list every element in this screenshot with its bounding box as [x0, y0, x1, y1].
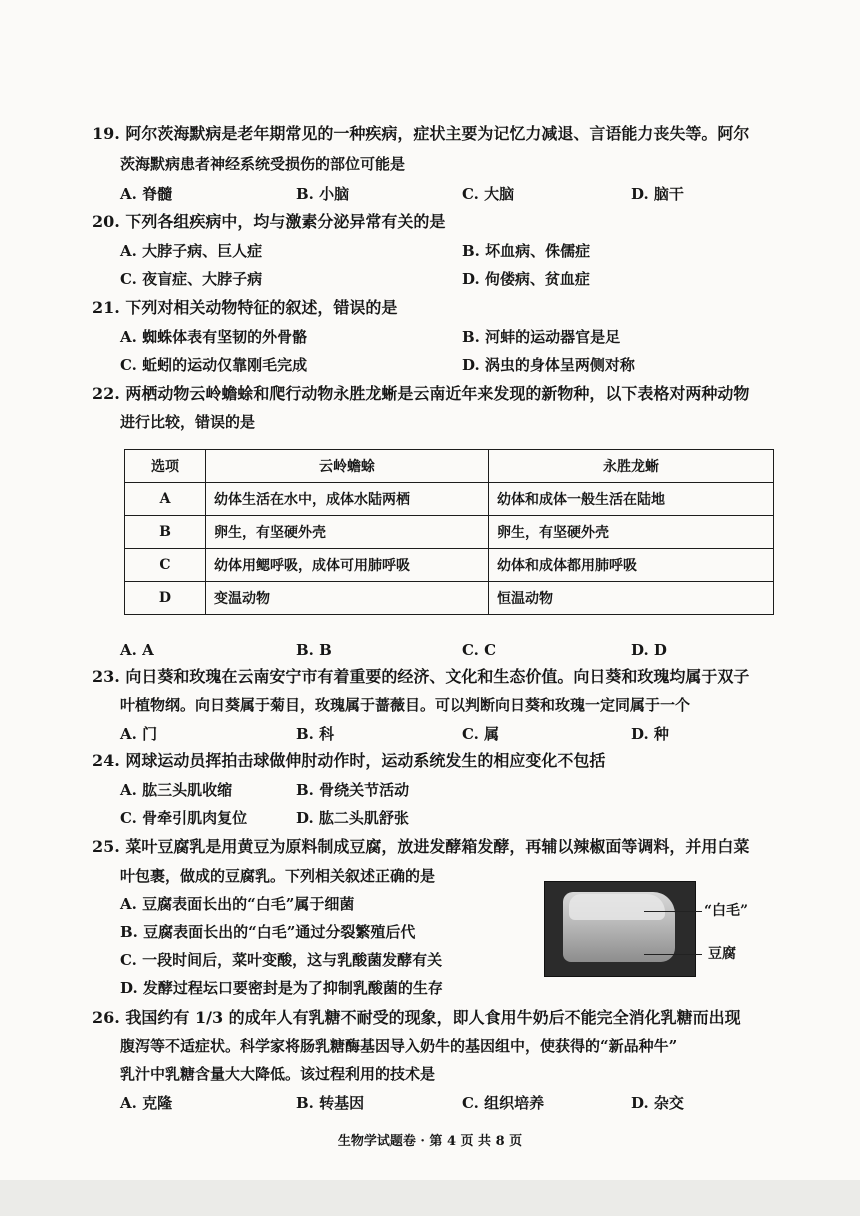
table-row [125, 582, 774, 615]
table-cell: 恒温动物 [489, 582, 774, 615]
q20-option-b: B. 坏血病、侏儒症 [462, 242, 591, 260]
q21-option-d: D. 涡虫的身体呈两侧对称 [462, 356, 635, 374]
q22-option-b: B. B [296, 641, 332, 659]
tofu-label: 豆腐 [708, 946, 736, 962]
q26-line1: 26. 我国约有 1/3 的成年人有乳糖不耐受的现象，即人食用牛奶后不能完全消化乳糖而出现 [92, 1008, 741, 1027]
q20-option-d: D. 佝偻病、贫血症 [462, 270, 590, 288]
q21-option-b: B. 河蚌的运动器官是足 [462, 328, 621, 346]
q24-option-d: D. 肱二头肌舒张 [296, 809, 409, 827]
q23-line1: 23. 向日葵和玫瑰在云南安宁市有着重要的经济、文化和生态价值。向日葵和玫瑰均属于双子 [92, 667, 750, 686]
q23-option-a: A. 门 [120, 725, 158, 743]
table-cell: 幼体用鳃呼吸，成体可用肺呼吸 [206, 549, 489, 582]
q24-option-b: B. 骨绕关节活动 [296, 781, 410, 799]
q24-stem: 24. 网球运动员挥拍击球做伸肘动作时，运动系统发生的相应变化不包括 [92, 751, 606, 770]
q25-line2: 叶包裹，做成的豆腐乳。下列相关叙述正确的是 [120, 867, 436, 885]
comparison-table [124, 449, 774, 615]
q22-option-a: A. A [120, 641, 154, 659]
q19-option-c: C. 大脑 [462, 185, 515, 203]
q19-line1: 19. 阿尔茨海默病是老年期常见的一种疾病，症状主要为记忆力减退、言语能力丧失等。阿尔 [92, 124, 750, 143]
q26-line2: 腹泻等不适症状。科学家将肠乳糖酶基因导入奶牛的基因组中，使获得的“新品种牛” [120, 1037, 678, 1055]
q25-option-a: A. 豆腐表面长出的“白毛”属于细菌 [120, 895, 355, 913]
q21-stem: 21. 下列对相关动物特征的叙述，错误的是 [92, 298, 398, 317]
q23-option-d: D. 种 [631, 725, 669, 743]
table-cell: 幼体和成体一般生活在陆地 [489, 483, 774, 516]
white-mold-label: “白毛” [704, 903, 749, 919]
table-row [125, 483, 774, 516]
table-header-row [125, 450, 774, 483]
q26-option-b: B. 转基因 [296, 1094, 365, 1112]
table-cell: A [125, 483, 206, 516]
q22-option-d: D. D [631, 641, 667, 659]
q19-option-b: B. 小脑 [296, 185, 350, 203]
q19-line2: 茨海默病患者神经系统受损伤的部位可能是 [120, 155, 406, 173]
q19-option-d: D. 脑干 [631, 185, 684, 203]
q24-option-a: A. 肱三头肌收缩 [120, 781, 233, 799]
q26-option-a: A. 克隆 [120, 1094, 173, 1112]
scan-bottom-band [0, 1180, 860, 1216]
q25-line1: 25. 菜叶豆腐乳是用黄豆为原料制成豆腐，放进发酵箱发酵，再辅以辣椒面等调料，并用白菜 [92, 837, 750, 856]
q21-option-a: A. 蜘蛛体表有坚韧的外骨骼 [120, 328, 308, 346]
table-cell: B [125, 516, 206, 549]
table-cell: 卵生，有坚硬外壳 [206, 516, 489, 549]
q26-line3: 乳汁中乳糖含量大大降低。该过程利用的技术是 [120, 1065, 436, 1083]
q22-line1: 22. 两栖动物云岭蟾蜍和爬行动物永胜龙蜥是云南近年来发现的新物种，以下表格对两种动物 [92, 384, 750, 403]
q23-option-c: C. 属 [462, 725, 500, 743]
q21-option-c: C. 蚯蚓的运动仅靠刚毛完成 [120, 356, 308, 374]
q20-option-a: A. 大脖子病、巨人症 [120, 242, 263, 260]
q26-option-d: D. 杂交 [631, 1094, 684, 1112]
q25-option-b: B. 豆腐表面长出的“白毛”通过分裂繁殖后代 [120, 923, 416, 941]
tofu-leader-line [644, 954, 702, 955]
table-cell: 变温动物 [206, 582, 489, 615]
q25-option-c: C. 一段时间后，菜叶变酸，这与乳酸菌发酵有关 [120, 951, 443, 969]
q23-option-b: B. 科 [296, 725, 335, 743]
tofu-photo [544, 881, 696, 977]
table-header-cell: 云岭蟾蜍 [206, 450, 489, 483]
q24-option-c: C. 骨牵引肌肉复位 [120, 809, 248, 827]
table-header-cell: 选项 [125, 450, 206, 483]
table-row [125, 516, 774, 549]
table-cell: D [125, 582, 206, 615]
white-mold [569, 894, 665, 920]
q23-line2: 叶植物纲。向日葵属于菊目，玫瑰属于蔷薇目。可以判断向日葵和玫瑰一定同属于一个 [120, 696, 691, 714]
q22-line2: 进行比较，错误的是 [120, 413, 256, 431]
table-cell: 幼体生活在水中，成体水陆两栖 [206, 483, 489, 516]
q22-option-c: C. C [462, 641, 497, 659]
table-cell: 卵生，有坚硬外壳 [489, 516, 774, 549]
q26-option-c: C. 组织培养 [462, 1094, 545, 1112]
page-footer: 生物学试题卷 · 第 4 页 共 8 页 [337, 1134, 523, 1149]
table-cell: C [125, 549, 206, 582]
white-mold-leader-line [644, 911, 702, 912]
table-header-cell: 永胜龙蜥 [489, 450, 774, 483]
table-cell: 幼体和成体都用肺呼吸 [489, 549, 774, 582]
q20-stem: 20. 下列各组疾病中，均与激素分泌异常有关的是 [92, 212, 446, 231]
table-row [125, 549, 774, 582]
q25-option-d: D. 发酵过程坛口要密封是为了抑制乳酸菌的生存 [120, 979, 443, 997]
q20-option-c: C. 夜盲症、大脖子病 [120, 270, 263, 288]
q19-option-a: A. 脊髓 [120, 185, 173, 203]
